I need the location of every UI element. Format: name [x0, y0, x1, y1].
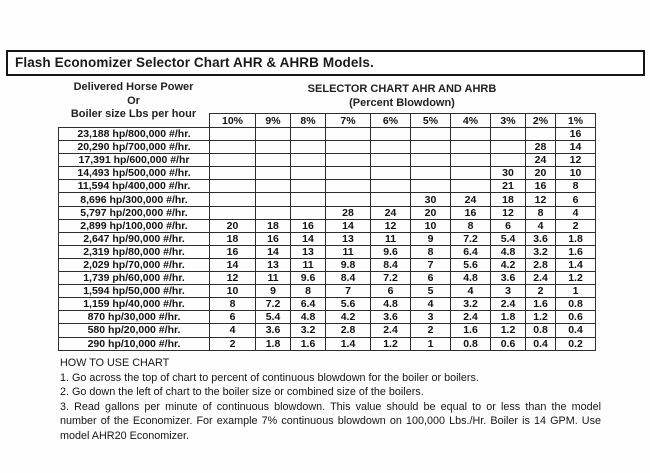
value-cell: 5: [411, 285, 451, 298]
row-axis-label-line1: Delivered Horse Power: [73, 81, 194, 93]
value-cell: 10: [411, 219, 451, 232]
value-cell: 0.8: [526, 324, 556, 337]
value-cell: 8.4: [326, 272, 371, 285]
value-cell: [256, 193, 291, 206]
value-cell: 2.8: [326, 324, 371, 337]
value-cell: 2: [210, 337, 256, 350]
value-cell: 3.2: [291, 324, 326, 337]
value-cell: 20: [210, 219, 256, 232]
value-cell: 7.2: [256, 298, 291, 311]
value-cell: 2.4: [526, 272, 556, 285]
value-cell: 11: [371, 232, 411, 245]
value-cell: [526, 128, 556, 141]
value-cell: [371, 141, 411, 154]
value-cell: 7.2: [451, 232, 491, 245]
how-to-use-step-3: 3. Read gallons per minute of continuous blowdown. This value should be equal to or less than the model number of the Economizer. For example 7% continuous blowdown on 100,000 Lbs./Hr. Boiler is 14 GPM. Use model AHR20 Economizer.: [60, 400, 601, 442]
value-cell: 30: [411, 193, 451, 206]
value-cell: [411, 180, 451, 193]
value-cell: 2.8: [526, 258, 556, 271]
value-cell: 9: [411, 232, 451, 245]
value-cell: [291, 206, 326, 219]
value-cell: 12: [491, 206, 526, 219]
value-cell: 6: [411, 272, 451, 285]
value-cell: 14: [256, 245, 291, 258]
value-cell: [371, 154, 411, 167]
value-cell: 7: [326, 285, 371, 298]
row-label-cell: 2,029 hp/70,000 #/hr.: [59, 258, 210, 271]
value-cell: 12: [526, 193, 556, 206]
value-cell: 0.8: [556, 298, 596, 311]
value-cell: [326, 167, 371, 180]
how-to-use-section: [60, 356, 601, 444]
value-cell: [291, 128, 326, 141]
row-label-cell: 8,696 hp/300,000 #/hr.: [59, 193, 210, 206]
row-label-cell: 1,739 ph/60,000 #/hr.: [59, 272, 210, 285]
how-to-use-heading: HOW TO USE CHART: [60, 357, 170, 369]
value-cell: 20: [411, 206, 451, 219]
column-header: 6%: [371, 114, 411, 128]
value-cell: 1.2: [556, 272, 596, 285]
value-cell: 3.6: [256, 324, 291, 337]
table-row: [59, 245, 596, 258]
table-body: [59, 128, 596, 351]
value-cell: 7: [411, 258, 451, 271]
value-cell: 10: [210, 285, 256, 298]
value-cell: 1.2: [491, 324, 526, 337]
value-cell: [451, 141, 491, 154]
value-cell: [210, 154, 256, 167]
column-header: 5%: [411, 114, 451, 128]
value-cell: 11: [291, 258, 326, 271]
value-cell: 3.6: [526, 232, 556, 245]
row-label-cell: 23,188 hp/800,000 #/hr.: [59, 128, 210, 141]
value-cell: 0.2: [556, 337, 596, 350]
value-cell: 2: [556, 219, 596, 232]
value-cell: 1.4: [556, 258, 596, 271]
value-cell: [371, 128, 411, 141]
value-cell: 0.4: [526, 337, 556, 350]
value-cell: 9: [256, 285, 291, 298]
value-cell: 2: [526, 285, 556, 298]
value-cell: 24: [371, 206, 411, 219]
value-cell: [256, 128, 291, 141]
row-label-cell: 290 hp/10,000 #/hr.: [59, 337, 210, 350]
row-label-cell: 2,319 hp/80,000 #/hr.: [59, 245, 210, 258]
value-cell: 1.6: [526, 298, 556, 311]
value-cell: 14: [326, 219, 371, 232]
value-cell: 9.8: [326, 258, 371, 271]
value-cell: 1.8: [256, 337, 291, 350]
value-cell: [210, 180, 256, 193]
row-label-cell: 2,647 hp/90,000 #/hr.: [59, 232, 210, 245]
value-cell: 6: [371, 285, 411, 298]
table-row: [59, 193, 596, 206]
selector-table: [58, 113, 596, 351]
value-cell: 6.4: [291, 298, 326, 311]
value-cell: 16: [210, 245, 256, 258]
value-cell: 20: [526, 167, 556, 180]
table-row: [59, 219, 596, 232]
value-cell: [371, 180, 411, 193]
value-cell: 2.4: [371, 324, 411, 337]
row-label-cell: 870 hp/30,000 #/hr.: [59, 311, 210, 324]
value-cell: 4: [556, 206, 596, 219]
value-cell: [326, 180, 371, 193]
row-label-cell: 20,290 hp/700,000 #/hr.: [59, 141, 210, 154]
value-cell: 16: [256, 232, 291, 245]
value-cell: [491, 141, 526, 154]
value-cell: 18: [491, 193, 526, 206]
value-cell: [326, 154, 371, 167]
value-cell: 0.8: [451, 337, 491, 350]
value-cell: 6: [491, 219, 526, 232]
value-cell: [291, 141, 326, 154]
value-cell: 28: [526, 141, 556, 154]
value-cell: 2: [411, 324, 451, 337]
table-row: [59, 258, 596, 271]
table-row: [59, 180, 596, 193]
value-cell: [371, 193, 411, 206]
value-cell: 10: [556, 167, 596, 180]
table-head: [59, 114, 596, 128]
value-cell: [491, 154, 526, 167]
value-cell: 4.2: [491, 258, 526, 271]
value-cell: 11: [326, 245, 371, 258]
value-cell: [291, 154, 326, 167]
value-cell: 8: [411, 245, 451, 258]
value-cell: 11: [256, 272, 291, 285]
table-row: [59, 141, 596, 154]
value-cell: 14: [291, 232, 326, 245]
value-cell: 1.2: [371, 337, 411, 350]
value-cell: 0.4: [556, 324, 596, 337]
value-cell: 3.2: [451, 298, 491, 311]
page-title: Flash Economizer Selector Chart AHR & AHRB Models.: [6, 50, 645, 76]
value-cell: [411, 154, 451, 167]
table-row: [59, 154, 596, 167]
value-cell: 3.2: [526, 245, 556, 258]
column-header: 8%: [291, 114, 326, 128]
value-cell: 4: [411, 298, 451, 311]
value-cell: [451, 154, 491, 167]
value-cell: 0.6: [556, 311, 596, 324]
table-row: [59, 324, 596, 337]
table-row: [59, 128, 596, 141]
column-header: 7%: [326, 114, 371, 128]
how-to-use-step-1: 1. Go across the top of chart to percent of continuous blowdown for the boiler or boilers.: [60, 371, 479, 384]
value-cell: [256, 141, 291, 154]
value-cell: 12: [556, 154, 596, 167]
value-cell: 16: [526, 180, 556, 193]
value-cell: 21: [491, 180, 526, 193]
value-cell: [291, 193, 326, 206]
value-cell: [291, 180, 326, 193]
value-cell: 12: [210, 272, 256, 285]
value-cell: 1: [411, 337, 451, 350]
value-cell: 8.4: [371, 258, 411, 271]
how-to-use-step-2: 2. Go down the left of chart to the boiler size or combined size of the boilers.: [60, 386, 424, 399]
value-cell: [210, 167, 256, 180]
value-cell: 3.6: [491, 272, 526, 285]
value-cell: 8: [526, 206, 556, 219]
row-label-cell: 1,594 hp/50,000 #/hr.: [59, 285, 210, 298]
value-cell: [210, 193, 256, 206]
value-cell: 1.4: [326, 337, 371, 350]
value-cell: 5.4: [491, 232, 526, 245]
value-cell: 8: [556, 180, 596, 193]
value-cell: [451, 128, 491, 141]
row-label-cell: 2,899 hp/100,000 #/hr.: [59, 219, 210, 232]
value-cell: 2.4: [451, 311, 491, 324]
value-cell: 3: [491, 285, 526, 298]
value-cell: 28: [326, 206, 371, 219]
value-cell: [491, 128, 526, 141]
column-header: 4%: [451, 114, 491, 128]
table-row: [59, 206, 596, 219]
value-cell: 3.6: [371, 311, 411, 324]
value-cell: [291, 167, 326, 180]
value-cell: 9.6: [291, 272, 326, 285]
table-row: [59, 232, 596, 245]
table-header-row: [59, 114, 596, 128]
value-cell: 5.6: [451, 258, 491, 271]
value-cell: 5.4: [256, 311, 291, 324]
value-cell: [210, 206, 256, 219]
value-cell: 4.8: [291, 311, 326, 324]
table-row: [59, 285, 596, 298]
value-cell: [451, 167, 491, 180]
value-cell: 4: [210, 324, 256, 337]
column-header: 3%: [491, 114, 526, 128]
value-cell: 2.4: [491, 298, 526, 311]
value-cell: 8: [451, 219, 491, 232]
value-cell: 4.8: [371, 298, 411, 311]
row-label-cell: 1,159 hp/40,000 #/hr.: [59, 298, 210, 311]
value-cell: 4.2: [326, 311, 371, 324]
value-cell: 1.8: [491, 311, 526, 324]
value-cell: 24: [451, 193, 491, 206]
value-cell: 1.6: [451, 324, 491, 337]
value-cell: [256, 180, 291, 193]
value-cell: 30: [491, 167, 526, 180]
value-cell: [326, 141, 371, 154]
value-cell: 8: [291, 285, 326, 298]
value-cell: 6: [210, 311, 256, 324]
value-cell: [451, 180, 491, 193]
value-cell: 24: [526, 154, 556, 167]
table-row: [59, 337, 596, 350]
value-cell: 13: [326, 232, 371, 245]
value-cell: [411, 128, 451, 141]
value-cell: 16: [291, 219, 326, 232]
value-cell: 0.6: [491, 337, 526, 350]
row-label-cell: 5,797 hp/200,000 #/hr.: [59, 206, 210, 219]
column-axis-label-line2: (Percent Blowdown): [349, 96, 455, 109]
value-cell: [326, 193, 371, 206]
row-label-cell: 11,594 hp/400,000 #/hr.: [59, 180, 210, 193]
value-cell: 1.2: [526, 311, 556, 324]
corner-cell: [59, 114, 210, 128]
column-header: 2%: [526, 114, 556, 128]
table-row: [59, 311, 596, 324]
value-cell: 18: [256, 219, 291, 232]
value-cell: [210, 128, 256, 141]
value-cell: 13: [291, 245, 326, 258]
value-cell: 4: [526, 219, 556, 232]
row-axis-label-line2: Or: [127, 94, 140, 107]
value-cell: 14: [210, 258, 256, 271]
value-cell: [256, 167, 291, 180]
table-row: [59, 272, 596, 285]
value-cell: 4: [451, 285, 491, 298]
row-label-cell: 580 hp/20,000 #/hr.: [59, 324, 210, 337]
value-cell: 12: [371, 219, 411, 232]
value-cell: 1: [556, 285, 596, 298]
value-cell: 16: [451, 206, 491, 219]
column-header: 1%: [556, 114, 596, 128]
value-cell: [210, 141, 256, 154]
value-cell: 18: [210, 232, 256, 245]
value-cell: 8: [210, 298, 256, 311]
value-cell: 5.6: [326, 298, 371, 311]
value-cell: 13: [256, 258, 291, 271]
row-label-cell: 14,493 hp/500,000 #/hr.: [59, 167, 210, 180]
value-cell: 1.6: [556, 245, 596, 258]
value-cell: 4.8: [491, 245, 526, 258]
value-cell: [371, 167, 411, 180]
row-label-cell: 17,391 hp/600,000 #/hr: [59, 154, 210, 167]
value-cell: [256, 154, 291, 167]
table-row: [59, 298, 596, 311]
value-cell: 7.2: [371, 272, 411, 285]
value-cell: 3: [411, 311, 451, 324]
value-cell: 1.8: [556, 232, 596, 245]
value-cell: [256, 206, 291, 219]
value-cell: 9.6: [371, 245, 411, 258]
table-row: [59, 167, 596, 180]
value-cell: [326, 128, 371, 141]
column-axis-label: [209, 83, 595, 110]
value-cell: 1.6: [291, 337, 326, 350]
value-cell: 4.8: [451, 272, 491, 285]
column-header: 10%: [210, 114, 256, 128]
value-cell: [411, 167, 451, 180]
column-axis-label-line1: SELECTOR CHART AHR AND AHRB: [307, 83, 497, 95]
value-cell: 14: [556, 141, 596, 154]
row-axis-label-line3: Boiler size Lbs per hour: [70, 108, 197, 120]
value-cell: 16: [556, 128, 596, 141]
value-cell: 6: [556, 193, 596, 206]
column-header: 9%: [256, 114, 291, 128]
value-cell: [411, 141, 451, 154]
value-cell: 6.4: [451, 245, 491, 258]
